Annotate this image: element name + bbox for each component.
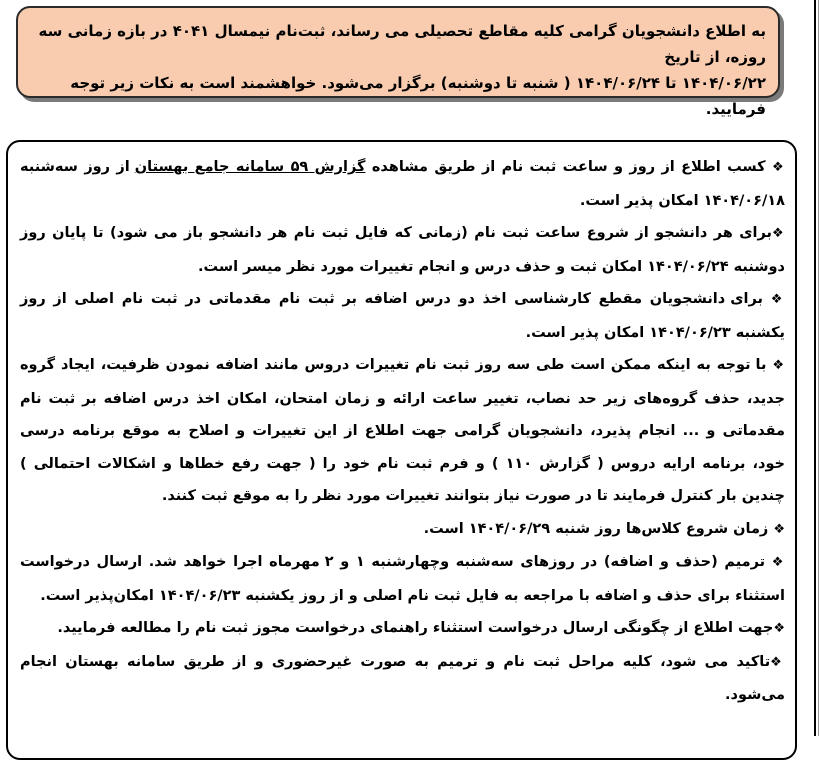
note-1-text-end: از روز سه‌شنبه ۱۴۰۴/۰۶/۱۸ امکان پذیر است.	[20, 159, 785, 209]
note-6-text: ترمیم (حذف و اضافه) در روزهای سه‌شنبه وچهارشنبه ۱ و ۲ مهرماه اجرا خواهد شد. ارسال درخواست استثناء برای حذف و اضافه با مراجعه به فایل ثبت نام اصلی و از روز یکشنبه ۱۴۰۴/۰۶/۲۳ امکان‌پذیر است.	[20, 554, 785, 604]
bullet-icon: ❖	[773, 521, 785, 537]
note-3-text: برای دانشجویان مقطع کارشناسی اخذ دو درس اضافه بر ثبت نام مقدماتی در ثبت نام اصلی از روز یکشنبه ۱۴۰۴/۰۶/۲۳ امکان پذیر است.	[20, 291, 785, 341]
report-59-link-text: گزارش ۵۹ سامانه جامع بهستان	[134, 159, 366, 175]
bullet-icon: ❖	[773, 621, 785, 636]
note-2-text: برای هر دانشجو از شروع ساعت ثبت نام (زمانی که فایل ثبت نام هر دانشجو باز می شود) تا پایان روز دوشنبه ۱۴۰۴/۰۶/۲۴ امکان ثبت و حذف درس و انجام تغییرات مورد نظر میسر است.	[20, 225, 785, 275]
note-3	[20, 283, 785, 349]
note-8	[20, 646, 785, 712]
note-5	[20, 513, 785, 547]
note-7	[20, 612, 785, 646]
note-6	[20, 546, 785, 612]
note-2	[20, 217, 785, 283]
note-4-text: با توجه به اینکه ممکن است طی سه روز ثبت نام تغییرات دروس مانند اضافه نمودن ظرفیت، ایجاد گروه جدید، حذف گروه‌های زیر حد نصاب، تغییر ساعت ارائه و زمان امتحان، امکان اخذ درس اضافه بر ثبت نام مقدماتی و ... انجام پذیرد، دانشجویان گرامی جهت اطلاع از این تغییرات و اصلاح به موقع برنامه درسی خود، برنامه ارایه دروس ( گزارش ۱۱۰ ) و فرم ثبت نام خود را ( جهت رفع خطاها و اشکالات احتمالی ) چندین بار کنترل فرمایند تا در صورت نیاز بتوانند تغییرات مورد نظر را به موقع ثبت کنند.	[20, 357, 785, 504]
announcement-header	[16, 6, 780, 118]
note-7-text: جهت اطلاع از چگونگی ارسال درخواست استثناء راهنمای درخواست مجوز ثبت نام را مطالعه فرمایید.	[57, 620, 774, 636]
notes-panel	[6, 140, 797, 760]
bullet-icon: ❖	[772, 358, 785, 373]
header-line-1: به اطلاع دانشجویان گرامی کلیه مقاطع تحصیلی می رساند، ثبت‌نام نیمسال ۴۰۴۱ در بازه زمانی سه روزه، از تاریخ	[38, 22, 766, 66]
header-line-2: ۱۴۰۴/۰۶/۲۲ تا ۱۴۰۴/۰۶/۲۴ ( شنبه تا دوشنبه) برگزار می‌شود. خواهشمند است به نکات زیر توجه فرمایید.	[70, 74, 766, 118]
note-5-text: زمان شروع کلاس‌ها روز شنبه ۱۴۰۴/۰۶/۲۹ است.	[423, 520, 769, 537]
note-4	[20, 349, 785, 513]
bullet-icon: ❖	[771, 555, 786, 570]
bullet-icon: ❖	[770, 654, 785, 670]
bullet-icon: ❖	[772, 160, 786, 175]
note-8-text: تاکید می شود، کلیه مراحل ثبت نام و ترمیم به صورت غیرحضوری و از طریق سامانه بهستان انجام می‌شود.	[20, 653, 785, 703]
note-1-text-start: کسب اطلاع از روز و ساعت ثبت نام از طریق مشاهده	[365, 159, 766, 175]
page-edge-rule	[814, 0, 816, 736]
bullet-icon: ❖	[771, 226, 786, 241]
note-1	[20, 151, 785, 217]
bullet-icon: ❖	[770, 292, 785, 307]
